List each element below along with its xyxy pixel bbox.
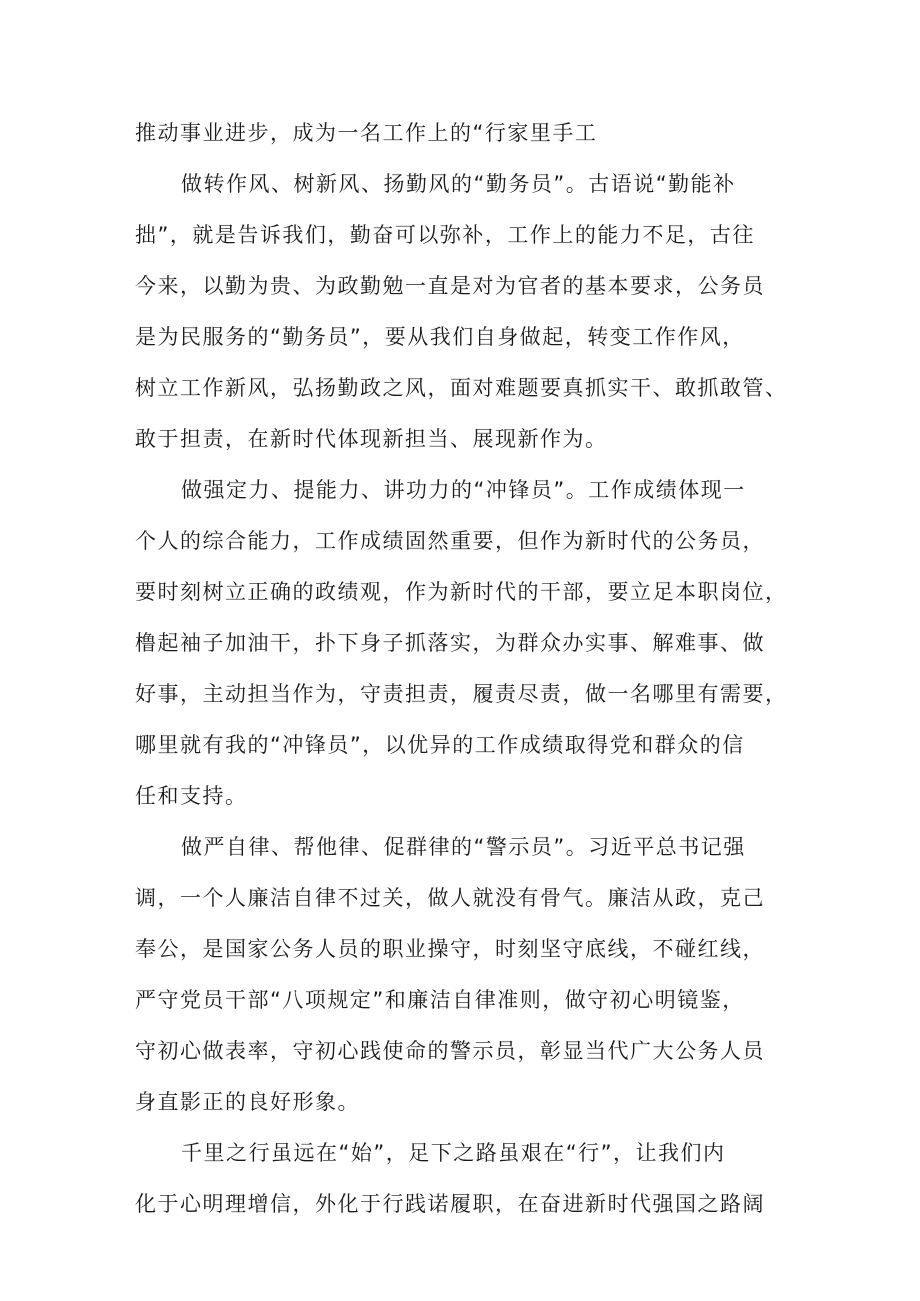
paragraph-first-line: 做强定力、提能力、讲功力的“冲锋员”。工作成绩体现一 [181, 478, 746, 502]
text-line: 调，一个人廉洁自律不过关，做人就没有骨气。廉洁从政，克己 [135, 886, 765, 910]
text-line: 推动事业进步，成为一名工作上的“行家里手工 [135, 121, 598, 145]
line-gap [135, 765, 805, 776]
paragraph-first-line: 千里之行虽远在“始”，足下之路虽艰在“行”，让我们内 [181, 1141, 726, 1165]
line-gap [135, 204, 805, 215]
line-gap [135, 306, 805, 317]
text-line: 拙”，就是告诉我们，勤奋可以弥补，工作上的能力不足，古往 [135, 223, 755, 247]
line-gap [135, 561, 805, 572]
line-gap [135, 714, 805, 725]
text-line: 橹起袖子加油干，扑下身子抓落实，为群众办实事、解难事、做 [135, 631, 765, 655]
line-gap [135, 663, 805, 674]
text-line: 任和支持。 [135, 784, 248, 808]
line-gap [135, 816, 805, 827]
line-gap [135, 357, 805, 368]
text-line: 奉公，是国家公务人员的职业操守，时刻坚守底线，不碰红线， [135, 937, 765, 961]
line-gap [135, 969, 805, 980]
line-gap [135, 918, 805, 929]
text-line: 严守党员干部“八项规定”和廉洁自律准则，做守初心明镜鉴， [135, 988, 745, 1012]
text-line: 树立工作新风，弘扬勤政之风，面对难题要真抓实干、敢抓敢管、 [135, 376, 788, 400]
line-gap [135, 459, 805, 470]
line-gap [135, 1173, 805, 1184]
text-line: 好事，主动担当作为，守责担责，履责尽责，做一名哪里有需要， [135, 682, 788, 706]
text-line: 哪里就有我的“冲锋员”，以优异的工作成绩取得党和群众的信 [135, 733, 745, 757]
line-gap [135, 408, 805, 419]
text-line: 守初心做表率，守初心践使命的警示员，彰显当代广大公务人员 [135, 1039, 765, 1063]
text-line: 化于心明理增信，外化于行践诺履职，在奋进新时代强国之路阔 [135, 1192, 765, 1216]
paragraph-first-line: 做严自律、帮他律、促群律的“警示员”。习近平总书记强 [181, 835, 746, 859]
text-line: 今来，以勤为贵、为政勤勉一直是对为官者的基本要求，公务员 [135, 274, 765, 298]
paragraph-first-line: 做转作风、树新风、扬勤风的“勤务员”。古语说“勤能补 [181, 172, 736, 196]
text-line: 个人的综合能力，工作成绩固然重要，但作为新时代的公务员， [135, 529, 765, 553]
line-gap [135, 1122, 805, 1133]
line-gap [135, 1020, 805, 1031]
line-gap [135, 867, 805, 878]
document-body [135, 113, 805, 1224]
text-line: 身直影正的良好形象。 [135, 1090, 360, 1114]
text-line: 是为民服务的“勤务员”，要从我们自身做起，转变工作作风， [135, 325, 745, 349]
line-gap [135, 510, 805, 521]
line-gap [135, 1071, 805, 1082]
text-line: 敢于担责，在新时代体现新担当、展现新作为。 [135, 427, 608, 451]
text-line: 要时刻树立正确的政绩观，作为新时代的干部，要立足本职岗位， [135, 580, 788, 604]
line-gap [135, 153, 805, 164]
line-gap [135, 612, 805, 623]
line-gap [135, 255, 805, 266]
